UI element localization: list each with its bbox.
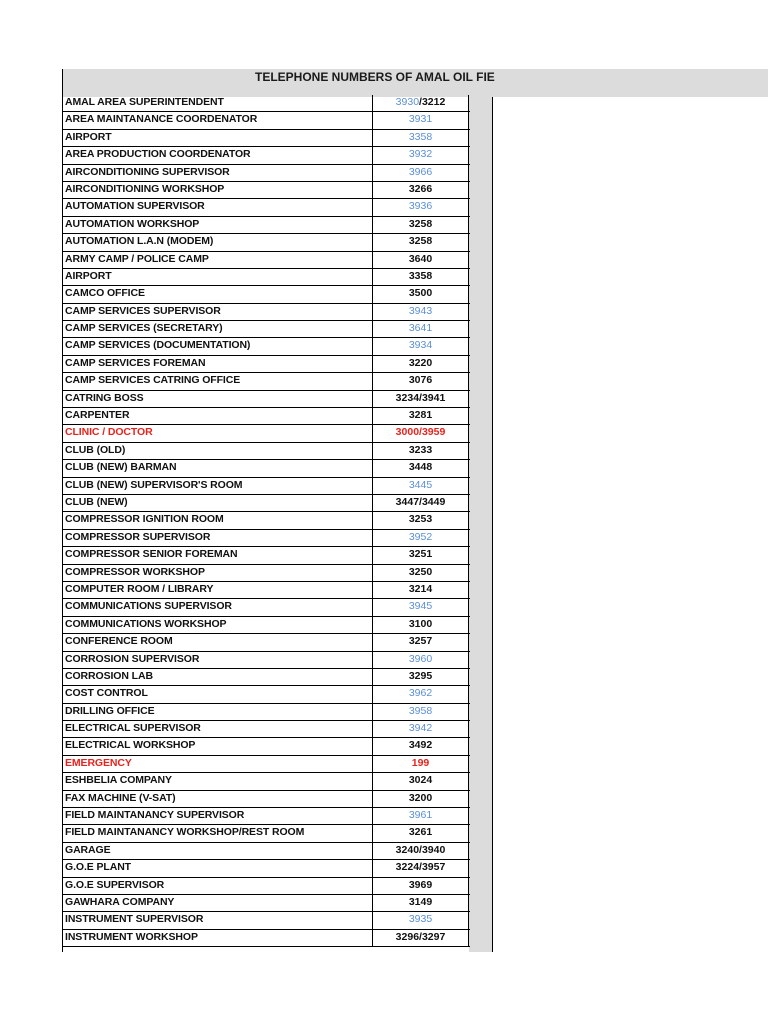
table-row bbox=[62, 165, 470, 182]
phone-number bbox=[373, 565, 469, 581]
table-row bbox=[62, 617, 470, 634]
department-name: CLUB (OLD) bbox=[62, 443, 373, 459]
phone-number-value: 3962 bbox=[408, 687, 433, 700]
phone-number bbox=[373, 530, 469, 546]
phone-number bbox=[373, 582, 469, 598]
table-row bbox=[62, 895, 470, 912]
table-row bbox=[62, 825, 470, 842]
department-name: CLUB (NEW) SUPERVISOR'S ROOM bbox=[62, 478, 373, 494]
department-name: FAX MACHINE (V-SAT) bbox=[62, 791, 373, 807]
table-row bbox=[62, 669, 470, 686]
department-name: AREA PRODUCTION COORDENATOR bbox=[62, 147, 373, 163]
department-name: ELECTRICAL SUPERVISOR bbox=[62, 721, 373, 737]
phone-number bbox=[373, 704, 469, 720]
table-row bbox=[62, 582, 470, 599]
phone-number-value: 3000/3959 bbox=[395, 426, 446, 439]
phone-number bbox=[373, 165, 469, 181]
phone-number-value: 3100 bbox=[408, 617, 433, 630]
table-row bbox=[62, 443, 470, 460]
phone-number bbox=[373, 478, 469, 494]
phone-number bbox=[373, 791, 469, 807]
phone-number bbox=[373, 217, 469, 233]
phone-number-value: 3448 bbox=[408, 461, 433, 474]
department-name: COMPRESSOR IGNITION ROOM bbox=[62, 512, 373, 528]
phone-number-value: 3296/3297 bbox=[395, 930, 446, 943]
phone-number-value: 3969 bbox=[408, 878, 433, 891]
table-row bbox=[62, 773, 470, 790]
page-title: TELEPHONE NUMBERS OF AMAL OIL FIE bbox=[255, 70, 495, 84]
table-row bbox=[62, 652, 470, 669]
phone-number-value: 3258 bbox=[408, 235, 433, 248]
phone-number bbox=[373, 825, 469, 841]
department-name: ELECTRICAL WORKSHOP bbox=[62, 738, 373, 754]
department-name: AUTOMATION SUPERVISOR bbox=[62, 199, 373, 215]
phone-number bbox=[373, 756, 469, 772]
table-row bbox=[62, 808, 470, 825]
phone-number-value: 3960 bbox=[408, 652, 433, 665]
department-name: COMPRESSOR SUPERVISOR bbox=[62, 530, 373, 546]
table-row bbox=[62, 930, 470, 947]
department-name: G.O.E PLANT bbox=[62, 860, 373, 876]
department-name: CONFERENCE ROOM bbox=[62, 634, 373, 650]
phone-number bbox=[373, 547, 469, 563]
department-name: GAWHARA COMPANY bbox=[62, 895, 373, 911]
phone-number-value: 3251 bbox=[408, 548, 433, 561]
department-name: G.O.E SUPERVISOR bbox=[62, 878, 373, 894]
phone-number-value: 3200 bbox=[408, 791, 433, 804]
phone-number-value: 3447/3449 bbox=[395, 495, 446, 508]
phone-number-value: 3935 bbox=[408, 913, 433, 926]
phone-number-value: 3024 bbox=[408, 774, 433, 787]
department-name: CAMP SERVICES (SECRETARY) bbox=[62, 321, 373, 337]
phone-number bbox=[373, 182, 469, 198]
phone-number bbox=[373, 843, 469, 859]
department-name: AUTOMATION WORKSHOP bbox=[62, 217, 373, 233]
table-row bbox=[62, 495, 470, 512]
phone-number-value: 3445 bbox=[408, 478, 433, 491]
phone-number bbox=[373, 286, 469, 302]
table-row bbox=[62, 843, 470, 860]
table-row bbox=[62, 860, 470, 877]
table-row bbox=[62, 704, 470, 721]
phone-number-value: 3214 bbox=[408, 582, 433, 595]
table-row bbox=[62, 252, 470, 269]
table-row bbox=[62, 338, 470, 355]
phone-number-value: 3234/3941 bbox=[395, 391, 446, 404]
phone-number-value: 3233 bbox=[408, 443, 433, 456]
table-row bbox=[62, 530, 470, 547]
phone-number bbox=[373, 95, 469, 111]
phone-number-value: 3258 bbox=[408, 217, 433, 230]
phone-number bbox=[373, 304, 469, 320]
phone-number-value: 3149 bbox=[408, 895, 433, 908]
department-name: AIRCONDITIONING SUPERVISOR bbox=[62, 165, 373, 181]
department-name: CORROSION SUPERVISOR bbox=[62, 652, 373, 668]
department-name: AUTOMATION L.A.N (MODEM) bbox=[62, 234, 373, 250]
phone-number bbox=[373, 252, 469, 268]
table-row bbox=[62, 721, 470, 738]
table-row bbox=[62, 738, 470, 755]
phone-number bbox=[373, 773, 469, 789]
phone-number-value: 3358 bbox=[408, 130, 433, 143]
table-row bbox=[62, 425, 470, 442]
phone-number-value: 3261 bbox=[408, 826, 433, 839]
phone-number-value: 3943 bbox=[408, 304, 433, 317]
phone-number-value: 3966 bbox=[408, 165, 433, 178]
department-name: AMAL AREA SUPERINTENDENT bbox=[62, 95, 373, 111]
phone-number-value: 3945 bbox=[408, 600, 433, 613]
phone-number bbox=[373, 669, 469, 685]
department-name: COMPRESSOR SENIOR FOREMAN bbox=[62, 547, 373, 563]
department-name: CARPENTER bbox=[62, 408, 373, 424]
phone-number-value: 3932 bbox=[408, 148, 433, 161]
table-row bbox=[62, 95, 470, 112]
table-row bbox=[62, 460, 470, 477]
phone-number bbox=[373, 234, 469, 250]
phone-number bbox=[373, 443, 469, 459]
phone-number bbox=[373, 895, 469, 911]
table-row bbox=[62, 512, 470, 529]
phone-number-value: 199 bbox=[411, 756, 430, 769]
department-name: COMPRESSOR WORKSHOP bbox=[62, 565, 373, 581]
phone-number-value: 3942 bbox=[408, 722, 433, 735]
phone-number bbox=[373, 495, 469, 511]
department-name: FIELD MAINTANANCY SUPERVISOR bbox=[62, 808, 373, 824]
phone-number bbox=[373, 599, 469, 615]
table-row bbox=[62, 599, 470, 616]
department-name: CAMP SERVICES (DOCUMENTATION) bbox=[62, 338, 373, 354]
department-name: ESHBELIA COMPANY bbox=[62, 773, 373, 789]
phone-number bbox=[373, 321, 469, 337]
phone-number-value: 3931 bbox=[408, 113, 433, 126]
phone-number-value: 3952 bbox=[408, 530, 433, 543]
phone-number-value: 3640 bbox=[408, 252, 433, 265]
department-name: FIELD MAINTANANCY WORKSHOP/REST ROOM bbox=[62, 825, 373, 841]
department-name: COST CONTROL bbox=[62, 686, 373, 702]
phone-number bbox=[373, 373, 469, 389]
phone-number-value: 3220 bbox=[408, 356, 433, 369]
phone-number-value: 3492 bbox=[408, 739, 433, 752]
table-row bbox=[62, 373, 470, 390]
table-row bbox=[62, 199, 470, 216]
phone-number bbox=[373, 808, 469, 824]
phone-number bbox=[373, 878, 469, 894]
phone-number-value: 3641 bbox=[408, 322, 433, 335]
phone-number-secondary: 3212 bbox=[421, 96, 446, 108]
table-row bbox=[62, 286, 470, 303]
department-name: CORROSION LAB bbox=[62, 669, 373, 685]
department-name: AIRPORT bbox=[62, 130, 373, 146]
phone-number-value: 3076 bbox=[408, 374, 433, 387]
department-name: COMMUNICATIONS WORKSHOP bbox=[62, 617, 373, 633]
phone-number bbox=[373, 199, 469, 215]
phone-number bbox=[373, 356, 469, 372]
phone-number-value: 3358 bbox=[408, 269, 433, 282]
table-row bbox=[62, 321, 470, 338]
phone-number-primary: 3930 bbox=[395, 96, 420, 108]
department-name: EMERGENCY bbox=[62, 756, 373, 772]
department-name: CAMCO OFFICE bbox=[62, 286, 373, 302]
department-name: CLUB (NEW) BARMAN bbox=[62, 460, 373, 476]
phone-number-value: 3253 bbox=[408, 513, 433, 526]
phone-number bbox=[373, 686, 469, 702]
department-name: ARMY CAMP / POLICE CAMP bbox=[62, 252, 373, 268]
department-name: INSTRUMENT SUPERVISOR bbox=[62, 912, 373, 928]
table-row bbox=[62, 112, 470, 129]
department-name: CAMP SERVICES FOREMAN bbox=[62, 356, 373, 372]
table-row bbox=[62, 234, 470, 251]
phone-number-value: 3281 bbox=[408, 409, 433, 422]
phone-number bbox=[373, 460, 469, 476]
table-row bbox=[62, 356, 470, 373]
phone-number-value: 3250 bbox=[408, 565, 433, 578]
gray-column-strip bbox=[469, 97, 493, 952]
table-row bbox=[62, 756, 470, 773]
phone-number bbox=[373, 147, 469, 163]
phone-number-value: 3295 bbox=[408, 669, 433, 682]
phone-table bbox=[62, 95, 470, 947]
phone-number bbox=[373, 930, 469, 946]
department-name: DRILLING OFFICE bbox=[62, 704, 373, 720]
table-row bbox=[62, 478, 470, 495]
department-name: AIRCONDITIONING WORKSHOP bbox=[62, 182, 373, 198]
table-row bbox=[62, 912, 470, 929]
department-name: CAMP SERVICES CATRING OFFICE bbox=[62, 373, 373, 389]
phone-number bbox=[373, 738, 469, 754]
table-row bbox=[62, 304, 470, 321]
table-row bbox=[62, 269, 470, 286]
phone-number bbox=[373, 860, 469, 876]
phone-number-value: 3224/3957 bbox=[395, 861, 446, 874]
phone-number bbox=[373, 269, 469, 285]
phone-number bbox=[373, 112, 469, 128]
phone-number-separator: / bbox=[419, 96, 422, 108]
phone-number-value: 3266 bbox=[408, 182, 433, 195]
department-name: GARAGE bbox=[62, 843, 373, 859]
phone-number-value: 3500 bbox=[408, 287, 433, 300]
table-row bbox=[62, 147, 470, 164]
table-row bbox=[62, 686, 470, 703]
table-row bbox=[62, 217, 470, 234]
phone-number-value: 3934 bbox=[408, 339, 433, 352]
phone-number bbox=[373, 721, 469, 737]
phone-number bbox=[373, 652, 469, 668]
phone-number bbox=[373, 512, 469, 528]
phone-number-value: 3961 bbox=[408, 809, 433, 822]
table-row bbox=[62, 634, 470, 651]
department-name: AIRPORT bbox=[62, 269, 373, 285]
phone-number bbox=[373, 617, 469, 633]
table-row bbox=[62, 182, 470, 199]
department-name: CATRING BOSS bbox=[62, 391, 373, 407]
department-name: AREA MAINTANANCE COORDENATOR bbox=[62, 112, 373, 128]
phone-number-value: 3257 bbox=[408, 635, 433, 648]
phone-number bbox=[373, 338, 469, 354]
phone-number-value: 3936 bbox=[408, 200, 433, 213]
department-name: CLINIC / DOCTOR bbox=[62, 425, 373, 441]
phone-number-value: 3240/3940 bbox=[395, 843, 446, 856]
phone-number bbox=[373, 130, 469, 146]
department-name: COMMUNICATIONS SUPERVISOR bbox=[62, 599, 373, 615]
phone-number bbox=[373, 408, 469, 424]
department-name: CAMP SERVICES SUPERVISOR bbox=[62, 304, 373, 320]
phone-number-value: 3958 bbox=[408, 704, 433, 717]
table-row bbox=[62, 565, 470, 582]
phone-number bbox=[373, 634, 469, 650]
table-row bbox=[62, 408, 470, 425]
table-row bbox=[62, 547, 470, 564]
table-row bbox=[62, 130, 470, 147]
phone-number bbox=[373, 425, 469, 441]
table-row bbox=[62, 791, 470, 808]
department-name: CLUB (NEW) bbox=[62, 495, 373, 511]
phone-number bbox=[373, 912, 469, 928]
table-row bbox=[62, 878, 470, 895]
table-row bbox=[62, 391, 470, 408]
phone-number bbox=[373, 391, 469, 407]
department-name: INSTRUMENT WORKSHOP bbox=[62, 930, 373, 946]
department-name: COMPUTER ROOM / LIBRARY bbox=[62, 582, 373, 598]
